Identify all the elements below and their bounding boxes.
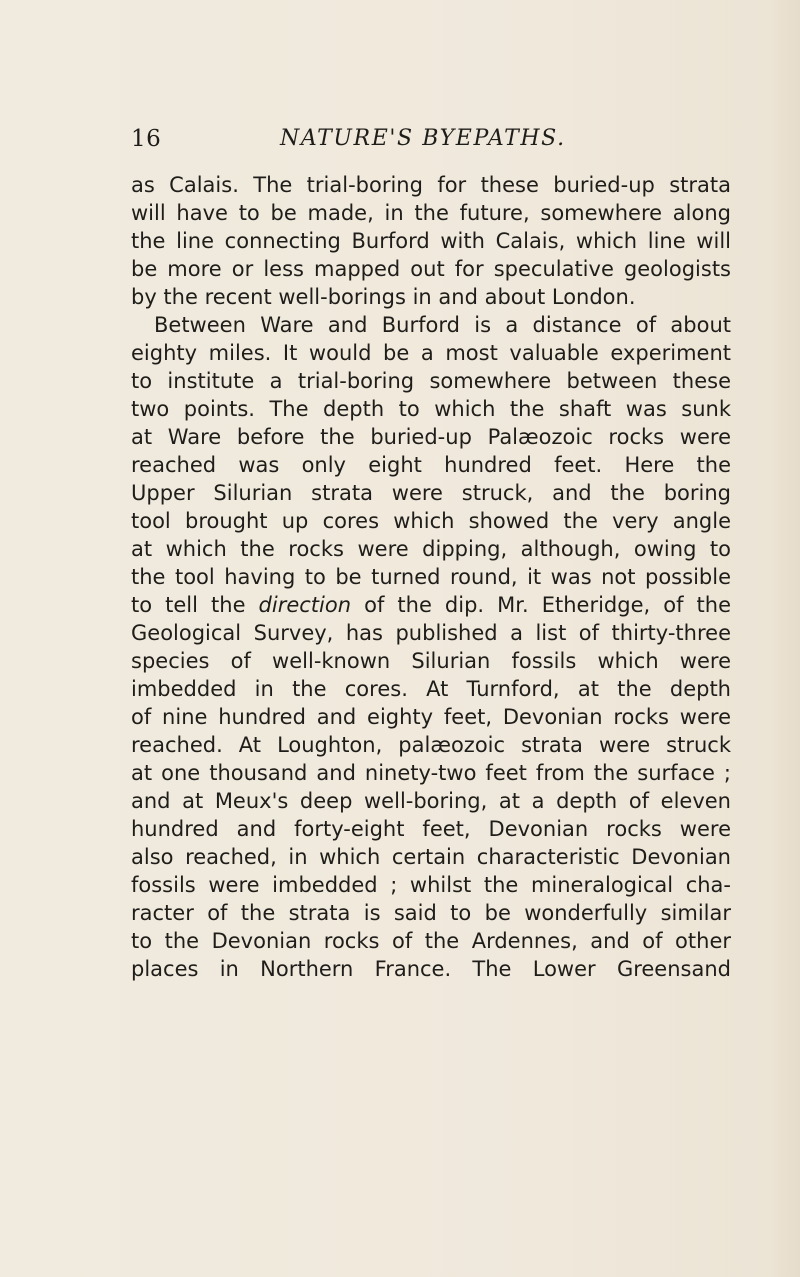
text-line-23: and at Meux's deep well-boring, at a depth of eleven [131,789,731,813]
text-line-8: to institute a trial-boring somewhere between these [131,369,731,393]
body-text [131,171,731,983]
text-line-12: Upper Silurian strata were struck, and the boring [131,481,731,505]
text-line-7: eighty miles. It would be a most valuable experiment [131,341,731,365]
text-line-3: the line connecting Burford with Calais, which line will [131,229,731,253]
text-line-28: to the Devonian rocks of the Ardennes, and of other [131,929,731,953]
text-line-14: at which the rocks were dipping, although, owing to [131,537,731,561]
text-line-10: at Ware before the buried-up Palæozoic rocks were [131,425,731,449]
text-line-6: Between Ware and Burford is a distance of about [154,313,731,337]
text-line-19: imbedded in the cores. At Turnford, at the depth [131,677,731,701]
text-line-29: places in Northern France. The Lower Greensand [131,957,731,981]
running-head: NATURE'S BYEPATHS. [280,126,566,151]
italic-emphasis: direction [258,593,352,617]
text-line-16-after: of the dip. Mr. Etheridge, of the [351,593,731,617]
text-line-11: reached was only eight hundred feet. Here the [131,453,731,477]
page-number: 16 [131,126,162,152]
text-line-27: racter of the strata is said to be wonderfully similar [131,901,731,925]
text-line-24: hundred and forty-eight feet, Devonian rocks were [131,817,731,841]
text-line-16 [131,591,731,619]
text-line-26: fossils were imbedded ; whilst the mineralogical cha- [131,873,731,897]
text-line-4: be more or less mapped out for speculative geologists [131,257,731,281]
text-line-20: of nine hundred and eighty feet, Devonian rocks were [131,705,731,729]
text-line-13: tool brought up cores which showed the very angle [131,509,731,533]
text-line-9: two points. The depth to which the shaft was sunk [131,397,731,421]
text-line-25: also reached, in which certain characteristic Devonian [131,845,731,869]
text-line-15: the tool having to be turned round, it was not possible [131,565,731,589]
text-line-18: species of well-known Silurian fossils which were [131,649,731,673]
text-line-16-before: to tell the [131,593,259,617]
text-line-22: at one thousand and ninety-two feet from the surface ; [131,761,731,785]
text-line-21: reached. At Loughton, palæozoic strata were struck [131,733,731,757]
text-line-1: as Calais. The trial-boring for these buried-up strata [131,173,731,197]
text-line-2: will have to be made, in the future, somewhere along [131,201,731,225]
text-line-5: by the recent well-borings in and about London. [131,285,636,309]
text-line-17: Geological Survey, has published a list of thirty-three [131,621,731,645]
